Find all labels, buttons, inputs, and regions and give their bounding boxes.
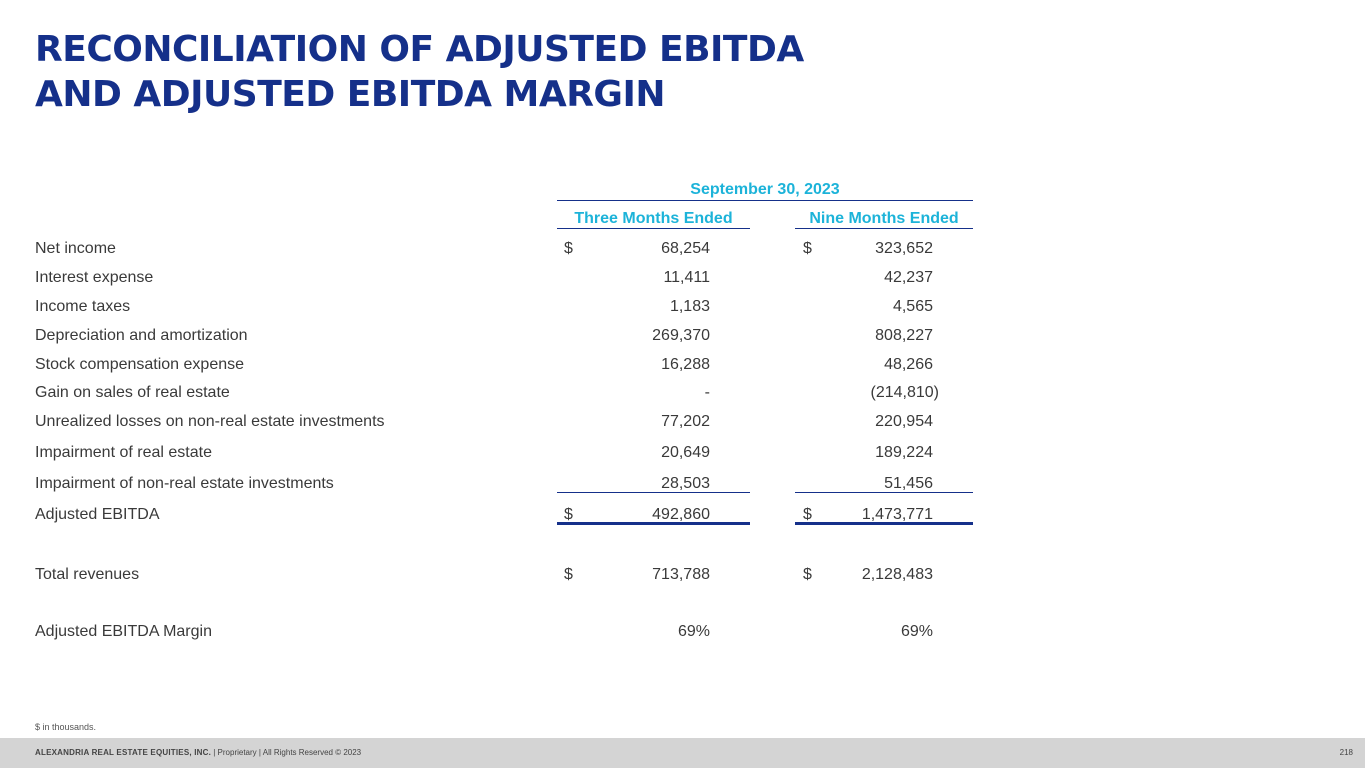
- currency-symbol: $: [803, 566, 812, 583]
- row-label: Total revenues: [35, 566, 140, 583]
- table-row: [0, 620, 1365, 644]
- column-header-rule-three-months: [557, 228, 750, 229]
- nine-months-value: 808,227: [875, 327, 933, 344]
- nine-months-value: (214,810): [870, 384, 939, 401]
- three-months-value: 69%: [677, 623, 710, 640]
- three-months-value: 16,288: [661, 356, 710, 373]
- currency-symbol: $: [564, 506, 573, 523]
- currency-symbol: $: [564, 240, 573, 257]
- nine-months-value: 220,954: [875, 413, 933, 430]
- nine-months-value: 42,237: [884, 269, 933, 286]
- table-row: [0, 381, 1365, 405]
- page-footer: [0, 738, 1365, 768]
- nine-months-value: 4,565: [892, 298, 933, 315]
- period-header: September 30, 2023: [690, 181, 840, 198]
- total-rule-nine-months: [795, 522, 973, 525]
- period-header-rule: [557, 200, 973, 201]
- row-label: Gain on sales of real estate: [35, 384, 230, 401]
- table-row: [0, 441, 1365, 465]
- footnote: $ in thousands.: [35, 722, 97, 732]
- currency-symbol: $: [564, 566, 573, 583]
- nine-months-value: 1,473,771: [861, 506, 933, 523]
- three-months-value: 20,649: [661, 444, 710, 461]
- table-row: [0, 353, 1365, 377]
- subtotal-rule-nine-months: [795, 492, 973, 493]
- row-label: Stock compensation expense: [35, 356, 245, 373]
- table-row: [0, 410, 1365, 434]
- row-label: Adjusted EBITDA Margin: [35, 623, 212, 640]
- row-label: Net income: [35, 240, 116, 257]
- nine-months-value: 189,224: [875, 444, 933, 461]
- row-label: Interest expense: [35, 269, 154, 286]
- three-months-value: 11,411: [663, 269, 710, 286]
- column-header-three-months: Three Months Ended: [574, 210, 733, 227]
- table-row: [0, 563, 1365, 587]
- three-months-value: 1,183: [669, 298, 710, 315]
- three-months-value: 269,370: [652, 327, 710, 344]
- column-header-nine-months: Nine Months Ended: [809, 210, 959, 227]
- row-label: Income taxes: [35, 298, 131, 315]
- nine-months-value: 2,128,483: [861, 566, 933, 583]
- row-label: Depreciation and amortization: [35, 327, 248, 344]
- nine-months-value: 69%: [900, 623, 933, 640]
- footer-text: [35, 748, 361, 757]
- currency-symbol: $: [803, 506, 812, 523]
- footer-rights: | Proprietary | All Rights Reserved © 2023: [211, 748, 362, 757]
- page-number: 218: [1339, 748, 1353, 757]
- currency-symbol: $: [803, 240, 812, 257]
- row-label: Impairment of real estate: [35, 444, 212, 461]
- page-title-line2: AND ADJUSTED EBITDA MARGIN: [35, 74, 666, 115]
- total-rule-three-months: [557, 522, 750, 525]
- page-title: [35, 27, 804, 117]
- three-months-value: 68,254: [661, 240, 710, 257]
- three-months-value: 28,503: [661, 475, 710, 492]
- subtotal-rule-three-months: [557, 492, 750, 493]
- page-title-line1: RECONCILIATION OF ADJUSTED EBITDA: [35, 29, 804, 70]
- three-months-value: -: [704, 384, 710, 401]
- table-row: [0, 266, 1365, 290]
- nine-months-value: 323,652: [875, 240, 933, 257]
- nine-months-value: 51,456: [884, 475, 933, 492]
- table-row: [0, 237, 1365, 261]
- row-label: Impairment of non-real estate investments: [35, 475, 334, 492]
- table-row: [0, 295, 1365, 319]
- three-months-value: 77,202: [661, 413, 710, 430]
- row-label: Unrealized losses on non-real estate investments: [35, 413, 385, 430]
- three-months-value: 713,788: [652, 566, 710, 583]
- table-row: [0, 324, 1365, 348]
- column-header-rule-nine-months: [795, 228, 973, 229]
- footer-company: ALEXANDRIA REAL ESTATE EQUITIES, INC.: [35, 748, 212, 757]
- row-label: Adjusted EBITDA: [35, 506, 160, 523]
- nine-months-value: 48,266: [884, 356, 933, 373]
- three-months-value: 492,860: [652, 506, 710, 523]
